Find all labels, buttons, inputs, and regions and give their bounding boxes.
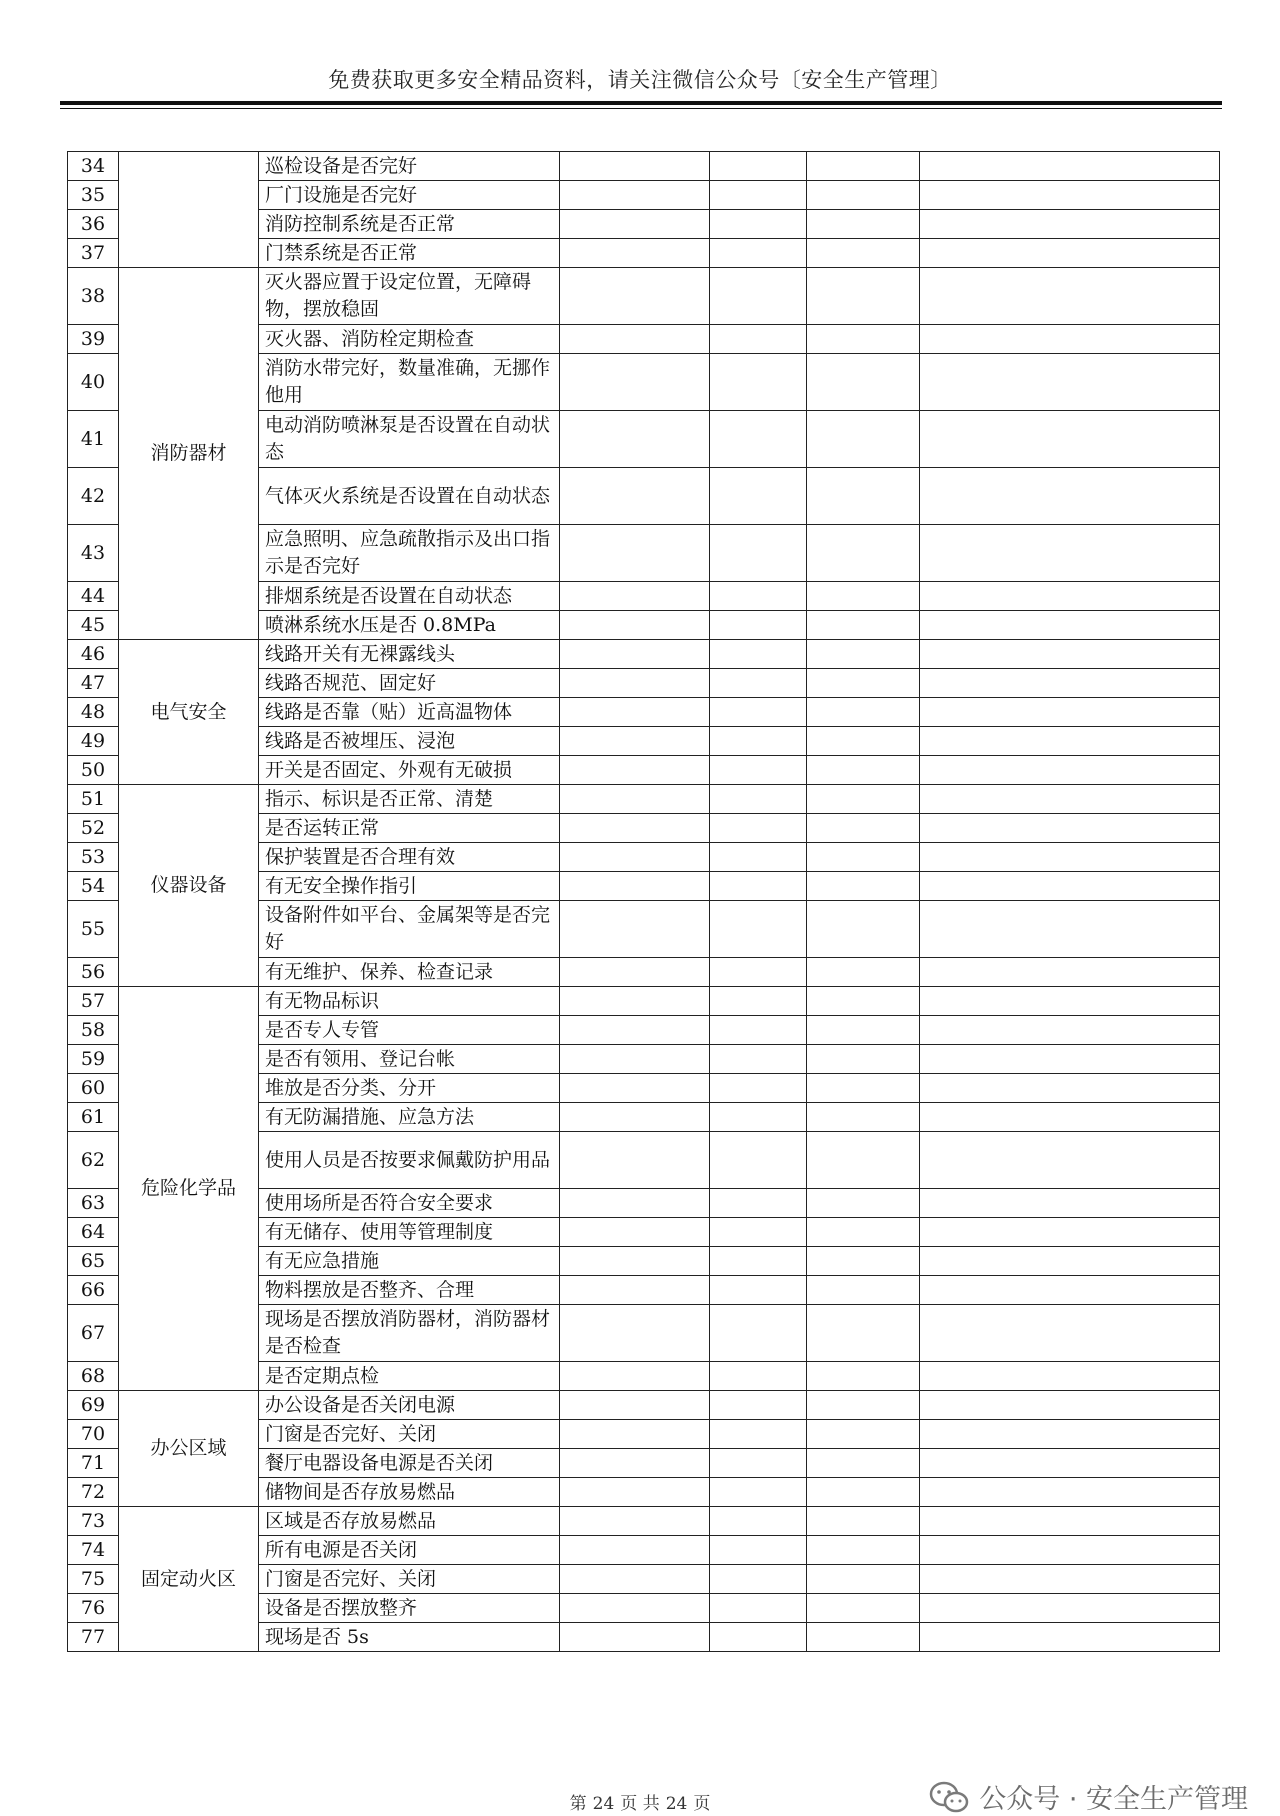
empty-entry-cell bbox=[710, 525, 807, 582]
empty-entry-cell bbox=[710, 1565, 807, 1594]
header-rule-thick bbox=[60, 101, 1222, 105]
item-number: 48 bbox=[68, 698, 119, 727]
empty-entry-cell bbox=[807, 1045, 920, 1074]
inspection-checklist-table bbox=[67, 151, 1220, 1652]
empty-entry-cell bbox=[560, 468, 710, 525]
empty-entry-cell bbox=[710, 181, 807, 210]
page-prefix: 第 bbox=[569, 1794, 587, 1814]
check-item: 巡检设备是否完好 bbox=[259, 152, 560, 181]
empty-entry-cell bbox=[807, 268, 920, 325]
empty-entry-cell bbox=[807, 1247, 920, 1276]
total-pages: 24 bbox=[665, 1794, 688, 1814]
empty-entry-cell bbox=[920, 814, 1220, 843]
empty-entry-cell bbox=[710, 1247, 807, 1276]
empty-entry-cell bbox=[560, 727, 710, 756]
check-item: 是否专人专管 bbox=[259, 1016, 560, 1045]
empty-entry-cell bbox=[920, 669, 1220, 698]
check-item: 喷淋系统水压是否 0.8MPa bbox=[259, 611, 560, 640]
empty-entry-cell bbox=[920, 756, 1220, 785]
empty-entry-cell bbox=[920, 1189, 1220, 1218]
empty-entry-cell bbox=[807, 468, 920, 525]
empty-entry-cell bbox=[560, 1218, 710, 1247]
empty-entry-cell bbox=[710, 1305, 807, 1362]
check-item: 排烟系统是否设置在自动状态 bbox=[259, 582, 560, 611]
checklist-body bbox=[68, 152, 1220, 1652]
empty-entry-cell bbox=[807, 582, 920, 611]
document-header: 免费获取更多安全精品资料，请关注微信公众号〔安全生产管理〕 bbox=[328, 68, 952, 92]
empty-entry-cell bbox=[710, 1449, 807, 1478]
empty-entry-cell bbox=[920, 1103, 1220, 1132]
check-item: 线路是否靠（贴）近高温物体 bbox=[259, 698, 560, 727]
check-item: 物料摆放是否整齐、合理 bbox=[259, 1276, 560, 1305]
table-row bbox=[68, 268, 1220, 325]
item-number: 56 bbox=[68, 958, 119, 987]
empty-entry-cell bbox=[560, 354, 710, 411]
empty-entry-cell bbox=[710, 210, 807, 239]
item-number: 38 bbox=[68, 268, 119, 325]
item-number: 69 bbox=[68, 1391, 119, 1420]
check-item: 线路是否被埋压、浸泡 bbox=[259, 727, 560, 756]
empty-entry-cell bbox=[807, 1218, 920, 1247]
empty-entry-cell bbox=[807, 1391, 920, 1420]
empty-entry-cell bbox=[807, 152, 920, 181]
item-number: 63 bbox=[68, 1189, 119, 1218]
check-item: 灭火器、消防栓定期检查 bbox=[259, 325, 560, 354]
empty-entry-cell bbox=[920, 1623, 1220, 1652]
empty-entry-cell bbox=[560, 611, 710, 640]
check-item: 使用人员是否按要求佩戴防护用品 bbox=[259, 1132, 560, 1189]
item-number: 60 bbox=[68, 1074, 119, 1103]
empty-entry-cell bbox=[920, 1074, 1220, 1103]
check-item: 开关是否固定、外观有无破损 bbox=[259, 756, 560, 785]
empty-entry-cell bbox=[920, 901, 1220, 958]
empty-entry-cell bbox=[710, 669, 807, 698]
check-item: 办公设备是否关闭电源 bbox=[259, 1391, 560, 1420]
empty-entry-cell bbox=[560, 640, 710, 669]
empty-entry-cell bbox=[710, 1189, 807, 1218]
empty-entry-cell bbox=[560, 1565, 710, 1594]
empty-entry-cell bbox=[710, 1276, 807, 1305]
item-number: 58 bbox=[68, 1016, 119, 1045]
empty-entry-cell bbox=[920, 611, 1220, 640]
item-number: 55 bbox=[68, 901, 119, 958]
empty-entry-cell bbox=[807, 1420, 920, 1449]
empty-entry-cell bbox=[560, 181, 710, 210]
item-number: 49 bbox=[68, 727, 119, 756]
empty-entry-cell bbox=[560, 901, 710, 958]
empty-entry-cell bbox=[560, 1132, 710, 1189]
empty-entry-cell bbox=[920, 987, 1220, 1016]
empty-entry-cell bbox=[920, 525, 1220, 582]
empty-entry-cell bbox=[560, 669, 710, 698]
item-number: 34 bbox=[68, 152, 119, 181]
empty-entry-cell bbox=[920, 210, 1220, 239]
empty-entry-cell bbox=[920, 1247, 1220, 1276]
check-item: 堆放是否分类、分开 bbox=[259, 1074, 560, 1103]
item-number: 44 bbox=[68, 582, 119, 611]
category-cell: 消防器材 bbox=[119, 268, 259, 640]
check-item: 现场是否 5s bbox=[259, 1623, 560, 1652]
page-mid: 页 共 bbox=[620, 1794, 660, 1814]
empty-entry-cell bbox=[560, 210, 710, 239]
header-rule-thin bbox=[60, 108, 1222, 109]
check-item: 所有电源是否关闭 bbox=[259, 1536, 560, 1565]
table-row bbox=[68, 640, 1220, 669]
empty-entry-cell bbox=[560, 843, 710, 872]
empty-entry-cell bbox=[920, 1391, 1220, 1420]
empty-entry-cell bbox=[710, 268, 807, 325]
empty-entry-cell bbox=[920, 1478, 1220, 1507]
check-item: 有无储存、使用等管理制度 bbox=[259, 1218, 560, 1247]
table-row bbox=[68, 785, 1220, 814]
empty-entry-cell bbox=[560, 872, 710, 901]
empty-entry-cell bbox=[560, 785, 710, 814]
empty-entry-cell bbox=[560, 756, 710, 785]
item-number: 35 bbox=[68, 181, 119, 210]
empty-entry-cell bbox=[807, 1103, 920, 1132]
empty-entry-cell bbox=[920, 152, 1220, 181]
empty-entry-cell bbox=[807, 525, 920, 582]
empty-entry-cell bbox=[710, 1132, 807, 1189]
empty-entry-cell bbox=[560, 958, 710, 987]
empty-entry-cell bbox=[920, 1276, 1220, 1305]
empty-entry-cell bbox=[710, 814, 807, 843]
empty-entry-cell bbox=[710, 611, 807, 640]
empty-entry-cell bbox=[560, 582, 710, 611]
check-item: 气体灭火系统是否设置在自动状态 bbox=[259, 468, 560, 525]
check-item: 门禁系统是否正常 bbox=[259, 239, 560, 268]
empty-entry-cell bbox=[710, 411, 807, 468]
empty-entry-cell bbox=[560, 1391, 710, 1420]
empty-entry-cell bbox=[710, 1420, 807, 1449]
item-number: 46 bbox=[68, 640, 119, 669]
empty-entry-cell bbox=[560, 1016, 710, 1045]
empty-entry-cell bbox=[710, 727, 807, 756]
empty-entry-cell bbox=[807, 1016, 920, 1045]
empty-entry-cell bbox=[807, 1565, 920, 1594]
empty-entry-cell bbox=[807, 354, 920, 411]
empty-entry-cell bbox=[710, 872, 807, 901]
empty-entry-cell bbox=[710, 1391, 807, 1420]
table-row bbox=[68, 152, 1220, 181]
item-number: 77 bbox=[68, 1623, 119, 1652]
check-item: 门窗是否完好、关闭 bbox=[259, 1565, 560, 1594]
empty-entry-cell bbox=[560, 239, 710, 268]
empty-entry-cell bbox=[807, 1478, 920, 1507]
empty-entry-cell bbox=[710, 843, 807, 872]
empty-entry-cell bbox=[920, 727, 1220, 756]
wechat-icon bbox=[929, 1781, 969, 1813]
empty-entry-cell bbox=[807, 872, 920, 901]
empty-entry-cell bbox=[920, 1132, 1220, 1189]
page-suffix: 页 bbox=[693, 1794, 711, 1814]
empty-entry-cell bbox=[710, 239, 807, 268]
item-number: 76 bbox=[68, 1594, 119, 1623]
empty-entry-cell bbox=[920, 1305, 1220, 1362]
empty-entry-cell bbox=[710, 1016, 807, 1045]
empty-entry-cell bbox=[560, 1623, 710, 1652]
item-number: 53 bbox=[68, 843, 119, 872]
empty-entry-cell bbox=[710, 1478, 807, 1507]
check-item: 线路开关有无裸露线头 bbox=[259, 640, 560, 669]
empty-entry-cell bbox=[807, 1594, 920, 1623]
item-number: 40 bbox=[68, 354, 119, 411]
empty-entry-cell bbox=[807, 1536, 920, 1565]
empty-entry-cell bbox=[807, 958, 920, 987]
empty-entry-cell bbox=[807, 785, 920, 814]
empty-entry-cell bbox=[560, 525, 710, 582]
check-item: 是否定期点检 bbox=[259, 1362, 560, 1391]
empty-entry-cell bbox=[560, 325, 710, 354]
check-item: 线路否规范、固定好 bbox=[259, 669, 560, 698]
empty-entry-cell bbox=[807, 1132, 920, 1189]
empty-entry-cell bbox=[920, 268, 1220, 325]
empty-entry-cell bbox=[920, 468, 1220, 525]
check-item: 保护装置是否合理有效 bbox=[259, 843, 560, 872]
check-item: 是否运转正常 bbox=[259, 814, 560, 843]
item-number: 43 bbox=[68, 525, 119, 582]
empty-entry-cell bbox=[710, 325, 807, 354]
empty-entry-cell bbox=[920, 843, 1220, 872]
empty-entry-cell bbox=[807, 210, 920, 239]
watermark-text: 公众号 · 安全生产管理 bbox=[979, 1784, 1248, 1815]
empty-entry-cell bbox=[920, 1594, 1220, 1623]
empty-entry-cell bbox=[710, 785, 807, 814]
empty-entry-cell bbox=[710, 582, 807, 611]
item-number: 41 bbox=[68, 411, 119, 468]
empty-entry-cell bbox=[807, 843, 920, 872]
item-number: 54 bbox=[68, 872, 119, 901]
empty-entry-cell bbox=[560, 1276, 710, 1305]
empty-entry-cell bbox=[807, 1507, 920, 1536]
empty-entry-cell bbox=[560, 1362, 710, 1391]
empty-entry-cell bbox=[710, 468, 807, 525]
empty-entry-cell bbox=[807, 1305, 920, 1362]
empty-entry-cell bbox=[710, 756, 807, 785]
item-number: 68 bbox=[68, 1362, 119, 1391]
empty-entry-cell bbox=[920, 239, 1220, 268]
category-cell bbox=[119, 152, 259, 268]
empty-entry-cell bbox=[920, 1218, 1220, 1247]
item-number: 36 bbox=[68, 210, 119, 239]
wechat-watermark bbox=[929, 1777, 1248, 1816]
empty-entry-cell bbox=[560, 1045, 710, 1074]
empty-entry-cell bbox=[710, 640, 807, 669]
item-number: 42 bbox=[68, 468, 119, 525]
empty-entry-cell bbox=[560, 1478, 710, 1507]
empty-entry-cell bbox=[710, 1103, 807, 1132]
check-item: 使用场所是否符合安全要求 bbox=[259, 1189, 560, 1218]
empty-entry-cell bbox=[807, 1449, 920, 1478]
category-cell: 固定动火区 bbox=[119, 1507, 259, 1652]
item-number: 50 bbox=[68, 756, 119, 785]
empty-entry-cell bbox=[920, 872, 1220, 901]
empty-entry-cell bbox=[807, 698, 920, 727]
item-number: 65 bbox=[68, 1247, 119, 1276]
empty-entry-cell bbox=[807, 611, 920, 640]
item-number: 52 bbox=[68, 814, 119, 843]
empty-entry-cell bbox=[560, 1189, 710, 1218]
empty-entry-cell bbox=[560, 1074, 710, 1103]
empty-entry-cell bbox=[807, 1189, 920, 1218]
check-item: 储物间是否存放易燃品 bbox=[259, 1478, 560, 1507]
item-number: 72 bbox=[68, 1478, 119, 1507]
item-number: 74 bbox=[68, 1536, 119, 1565]
empty-entry-cell bbox=[807, 669, 920, 698]
empty-entry-cell bbox=[920, 698, 1220, 727]
item-number: 37 bbox=[68, 239, 119, 268]
empty-entry-cell bbox=[920, 1449, 1220, 1478]
empty-entry-cell bbox=[920, 958, 1220, 987]
current-page: 24 bbox=[592, 1794, 615, 1814]
item-number: 67 bbox=[68, 1305, 119, 1362]
empty-entry-cell bbox=[920, 411, 1220, 468]
empty-entry-cell bbox=[710, 1623, 807, 1652]
empty-entry-cell bbox=[807, 411, 920, 468]
category-cell: 危险化学品 bbox=[119, 987, 259, 1391]
item-number: 75 bbox=[68, 1565, 119, 1594]
empty-entry-cell bbox=[560, 698, 710, 727]
check-item: 有无安全操作指引 bbox=[259, 872, 560, 901]
category-cell: 仪器设备 bbox=[119, 785, 259, 987]
empty-entry-cell bbox=[920, 1420, 1220, 1449]
check-item: 设备是否摆放整齐 bbox=[259, 1594, 560, 1623]
empty-entry-cell bbox=[807, 814, 920, 843]
item-number: 64 bbox=[68, 1218, 119, 1247]
check-item: 有无物品标识 bbox=[259, 987, 560, 1016]
check-item: 有无防漏措施、应急方法 bbox=[259, 1103, 560, 1132]
empty-entry-cell bbox=[920, 354, 1220, 411]
empty-entry-cell bbox=[920, 640, 1220, 669]
item-number: 51 bbox=[68, 785, 119, 814]
empty-entry-cell bbox=[560, 1536, 710, 1565]
check-item: 电动消防喷淋泵是否设置在自动状态 bbox=[259, 411, 560, 468]
empty-entry-cell bbox=[560, 814, 710, 843]
check-item: 消防水带完好，数量准确，无挪作他用 bbox=[259, 354, 560, 411]
empty-entry-cell bbox=[920, 325, 1220, 354]
empty-entry-cell bbox=[920, 1016, 1220, 1045]
empty-entry-cell bbox=[710, 1536, 807, 1565]
empty-entry-cell bbox=[710, 152, 807, 181]
empty-entry-cell bbox=[920, 181, 1220, 210]
empty-entry-cell bbox=[710, 1594, 807, 1623]
empty-entry-cell bbox=[807, 756, 920, 785]
empty-entry-cell bbox=[807, 1362, 920, 1391]
empty-entry-cell bbox=[710, 958, 807, 987]
empty-entry-cell bbox=[560, 1103, 710, 1132]
item-number: 73 bbox=[68, 1507, 119, 1536]
item-number: 59 bbox=[68, 1045, 119, 1074]
check-item: 是否有领用、登记台帐 bbox=[259, 1045, 560, 1074]
empty-entry-cell bbox=[560, 1449, 710, 1478]
item-number: 62 bbox=[68, 1132, 119, 1189]
table-row bbox=[68, 1391, 1220, 1420]
item-number: 47 bbox=[68, 669, 119, 698]
empty-entry-cell bbox=[807, 325, 920, 354]
check-item: 消防控制系统是否正常 bbox=[259, 210, 560, 239]
empty-entry-cell bbox=[560, 1507, 710, 1536]
item-number: 61 bbox=[68, 1103, 119, 1132]
check-item: 有无应急措施 bbox=[259, 1247, 560, 1276]
item-number: 70 bbox=[68, 1420, 119, 1449]
empty-entry-cell bbox=[807, 727, 920, 756]
check-item: 应急照明、应急疏散指示及出口指示是否完好 bbox=[259, 525, 560, 582]
empty-entry-cell bbox=[807, 640, 920, 669]
empty-entry-cell bbox=[920, 1362, 1220, 1391]
empty-entry-cell bbox=[560, 987, 710, 1016]
empty-entry-cell bbox=[710, 1074, 807, 1103]
empty-entry-cell bbox=[560, 1594, 710, 1623]
empty-entry-cell bbox=[920, 785, 1220, 814]
item-number: 39 bbox=[68, 325, 119, 354]
check-item: 现场是否摆放消防器材，消防器材是否检查 bbox=[259, 1305, 560, 1362]
empty-entry-cell bbox=[710, 901, 807, 958]
empty-entry-cell bbox=[710, 1507, 807, 1536]
check-item: 门窗是否完好、关闭 bbox=[259, 1420, 560, 1449]
item-number: 71 bbox=[68, 1449, 119, 1478]
check-item: 区域是否存放易燃品 bbox=[259, 1507, 560, 1536]
empty-entry-cell bbox=[710, 698, 807, 727]
check-item: 设备附件如平台、金属架等是否完好 bbox=[259, 901, 560, 958]
empty-entry-cell bbox=[807, 181, 920, 210]
empty-entry-cell bbox=[710, 1362, 807, 1391]
empty-entry-cell bbox=[560, 1305, 710, 1362]
check-item: 厂门设施是否完好 bbox=[259, 181, 560, 210]
empty-entry-cell bbox=[807, 1623, 920, 1652]
empty-entry-cell bbox=[807, 1276, 920, 1305]
category-cell: 电气安全 bbox=[119, 640, 259, 785]
item-number: 45 bbox=[68, 611, 119, 640]
empty-entry-cell bbox=[807, 1074, 920, 1103]
check-item: 灭火器应置于设定位置，无障碍物，摆放稳固 bbox=[259, 268, 560, 325]
empty-entry-cell bbox=[710, 1045, 807, 1074]
table-row bbox=[68, 987, 1220, 1016]
empty-entry-cell bbox=[560, 411, 710, 468]
empty-entry-cell bbox=[710, 354, 807, 411]
empty-entry-cell bbox=[560, 1420, 710, 1449]
empty-entry-cell bbox=[920, 582, 1220, 611]
empty-entry-cell bbox=[560, 268, 710, 325]
empty-entry-cell bbox=[920, 1536, 1220, 1565]
empty-entry-cell bbox=[920, 1507, 1220, 1536]
empty-entry-cell bbox=[807, 901, 920, 958]
empty-entry-cell bbox=[807, 987, 920, 1016]
empty-entry-cell bbox=[920, 1045, 1220, 1074]
item-number: 66 bbox=[68, 1276, 119, 1305]
empty-entry-cell bbox=[710, 987, 807, 1016]
item-number: 57 bbox=[68, 987, 119, 1016]
empty-entry-cell bbox=[560, 152, 710, 181]
empty-entry-cell bbox=[710, 1218, 807, 1247]
check-item: 指示、标识是否正常、清楚 bbox=[259, 785, 560, 814]
table-row bbox=[68, 1507, 1220, 1536]
empty-entry-cell bbox=[920, 1565, 1220, 1594]
empty-entry-cell bbox=[560, 1247, 710, 1276]
category-cell: 办公区域 bbox=[119, 1391, 259, 1507]
check-item: 餐厅电器设备电源是否关闭 bbox=[259, 1449, 560, 1478]
empty-entry-cell bbox=[807, 239, 920, 268]
check-item: 有无维护、保养、检查记录 bbox=[259, 958, 560, 987]
